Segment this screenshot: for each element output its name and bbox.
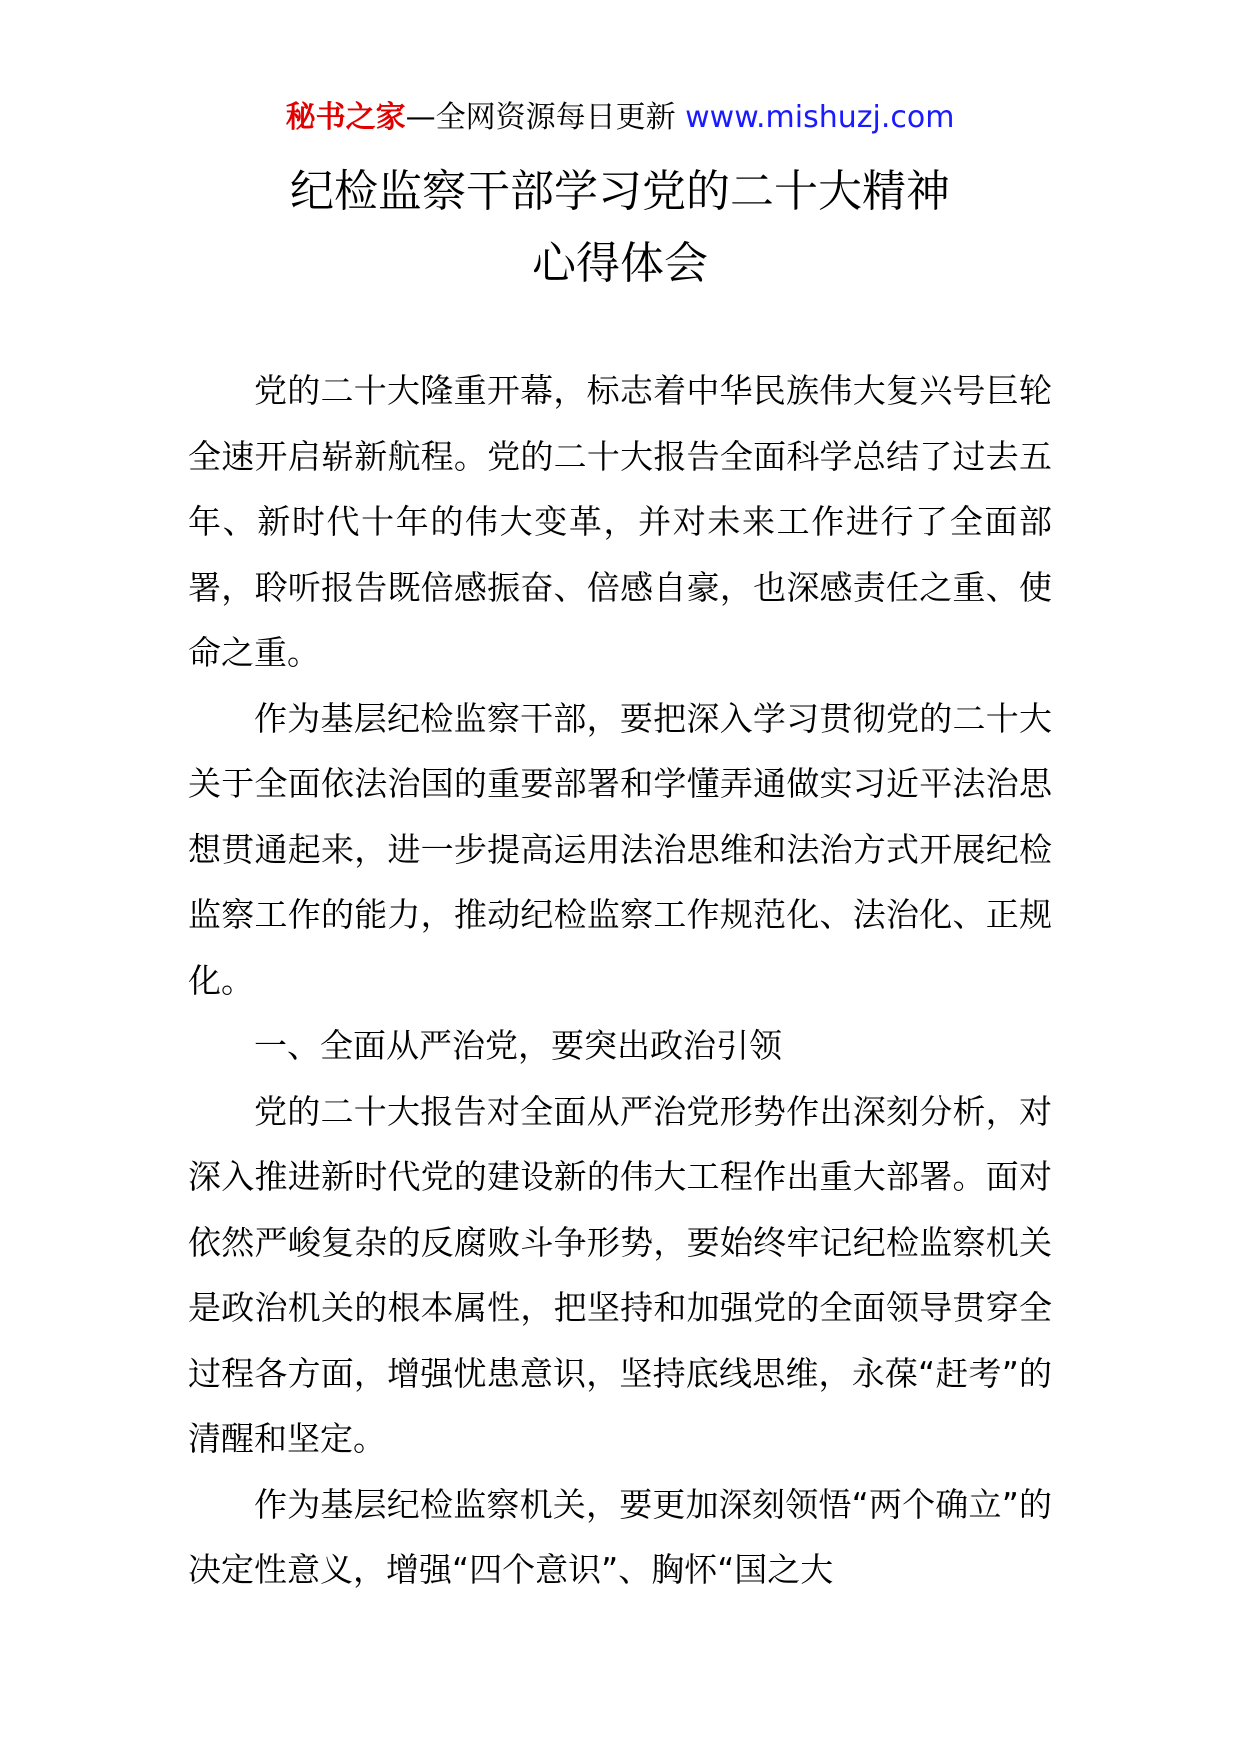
- paragraph-intro: 党的二十大隆重开幕，标志着中华民族伟大复兴号巨轮全速开启崭新航程。党的二十大报告全面科学总结了过去五年、新时代十年的伟大变革，并对未来工作进行了全面部署，聆听报告既倍感振奋、倍感自豪，也深感责任之重、使命之重。: [188, 371, 1052, 672]
- paragraph-role: 作为基层纪检监察干部，要把深入学习贯彻党的二十大关于全面依法治国的重要部署和学懂弄通做实习近平法治思想贯通起来，进一步提高运用法治思维和法治方式开展纪检监察工作的能力，推动纪检监察工作规范化、法治化、正规化。: [188, 698, 1052, 1000]
- site-banner: [0, 98, 1240, 138]
- document-body: [188, 358, 1052, 1603]
- site-slogan: —全网资源每日更新: [405, 100, 686, 135]
- section-heading-1: 一、全面从严治党，要突出政治引领: [254, 1026, 782, 1065]
- document-title-line2: 心得体会: [532, 238, 708, 289]
- paragraph-grassroots: 作为基层纪检监察机关，要更加深刻领悟“两个确立”的决定性意义，增强“四个意识”、胸怀“国之大: [188, 1484, 1052, 1589]
- site-brand-name: 秘书之家: [285, 100, 406, 135]
- paragraph-report-analysis: 党的二十大报告对全面从严治党形势作出深刻分析，对深入推进新时代党的建设新的伟大工程作出重大部署。面对依然严峻复杂的反腐败斗争形势，要始终牢记纪检监察机关是政治机关的根本属性，把坚持和加强党的全面领导贯穿全过程各方面，增强忧患意识，坚持底线思维，永葆“赶考”的清醒和坚定。: [188, 1091, 1052, 1458]
- document-title-line1: 纪检监察干部学习党的二十大精神: [290, 166, 950, 217]
- site-url-link[interactable]: www.mishuzj.com: [685, 100, 955, 135]
